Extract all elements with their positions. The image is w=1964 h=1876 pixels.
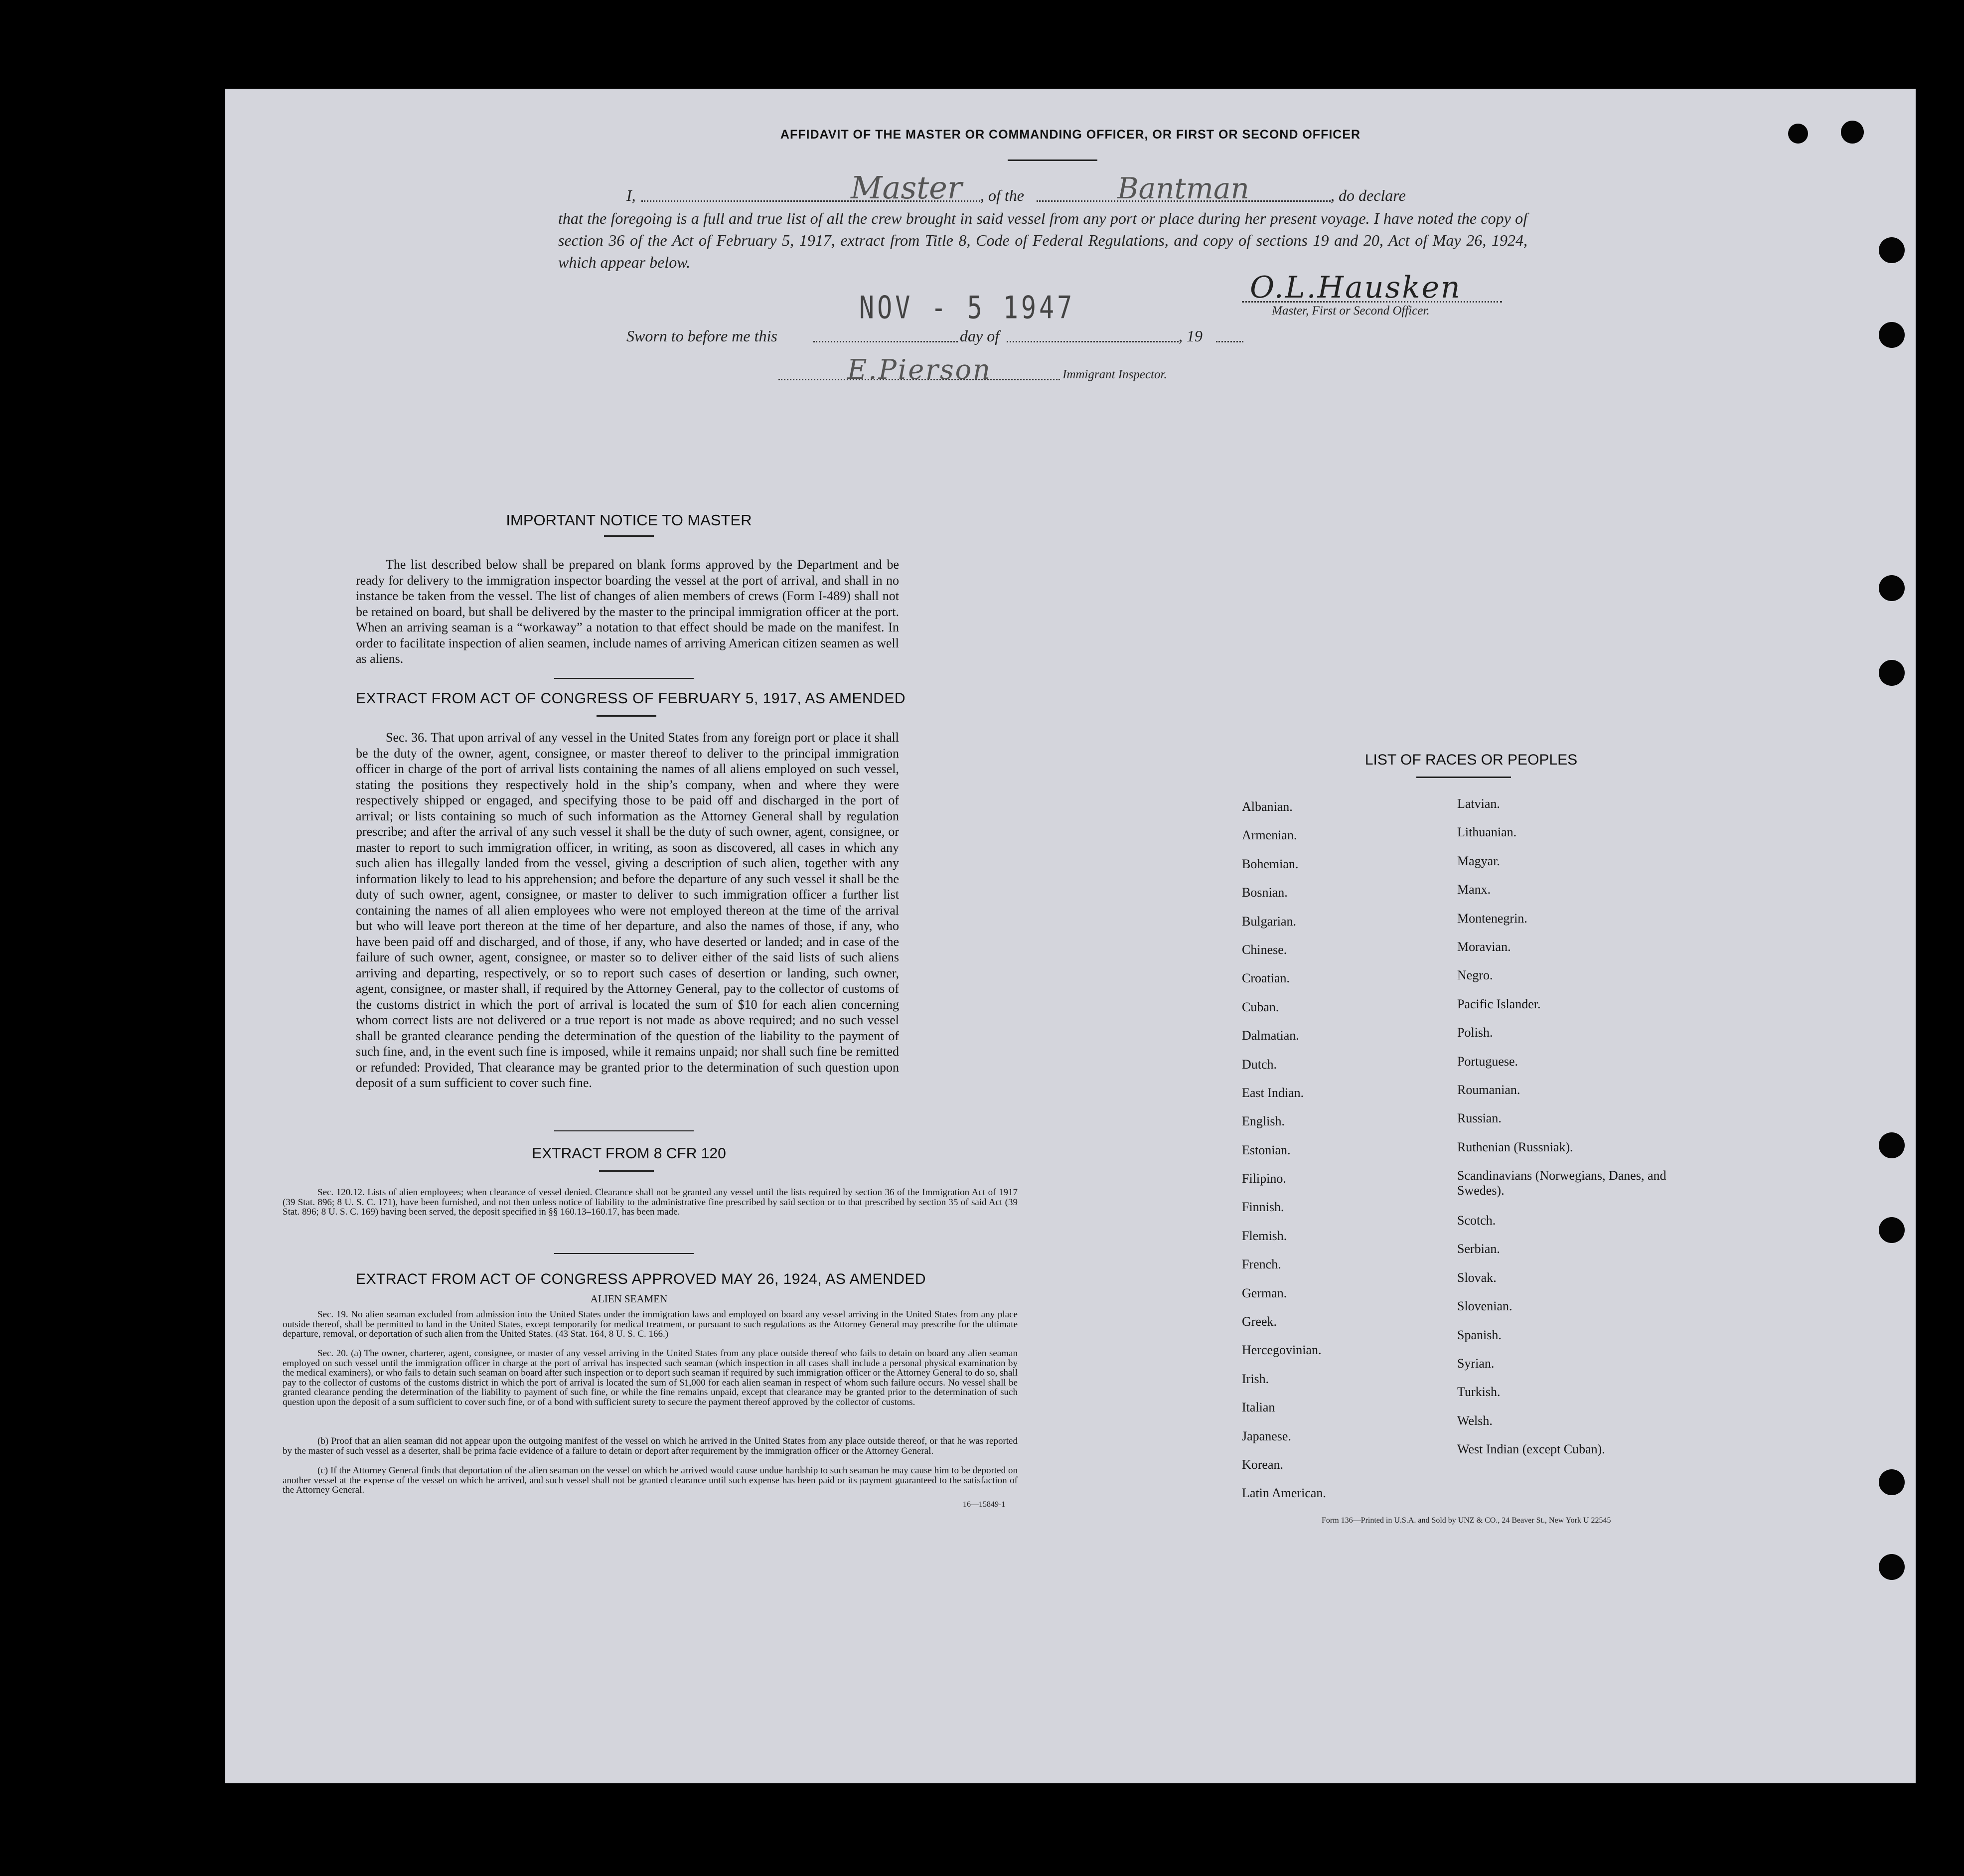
race-item: Estonian. — [1242, 1142, 1291, 1157]
race-item: East Indian. — [1242, 1085, 1304, 1100]
punch-hole — [1879, 1554, 1905, 1580]
race-item: Slovak. — [1457, 1270, 1497, 1285]
race-item: Japanese. — [1242, 1428, 1291, 1443]
extract-1917-body: Sec. 36. That upon arrival of any vessel in the United States from any foreign port or place it shall be the duty of the owner, agent, consignee, or master thereof to deliver to the principal immigration officer in charge of the port of arrival lists containing the names of all aliens employed on such vessel, stating the positions they respectively hold in the ship’s company, when and where they were respectively shipped or engaged, and specifying those to be paid off and discharged in the port of arrival; or lists containing so much of such information as the Attorney General shall by regulation prescribe; and after the arrival of any such vessel it shall be the duty of such owner, agent, consignee, or master to report to such immigration officer, in writing, as soon as discovered, all cases in which any such alien has illegally landed from the vessel, giving a description of such alien, together with any information likely to lead to his apprehension; and before the departure of any such vessel it shall be the duty of such owner, agent, consignee, or master to deliver to such immigration officer a further list containing the names of all alien employees who were not employed thereon at the time of the arrival but who will leave port thereon at the time of her departure, and also the names of those, if any, who have been paid off and discharged, and of those, if any, who have deserted or landed; and in case of the failure of such owner, agent, consignee, or master so to deliver either of the said lists of such aliens arriving and departing, respectively, or so to report such cases of desertion or landing, such owner, agent, consignee, or master shall, if required by the Attorney General, pay to the collector of customs of the customs district in which the port of arrival is located the sum of $10 for each alien concerning whom correct lists are not delivered or a true report is not made as above required; and no such vessel shall be granted clearance pending the determination of the question of the liability to the payment of such fine, and, in the event such fine is imposed, while it remains unpaid; nor shall such fine be remitted or refunded: Provided, That clearance may be granted prior to the determination of such question upon deposit of a sum sufficient to cover such fine. — [356, 730, 899, 1090]
race-item: Latvian. — [1457, 796, 1500, 811]
handwritten-vessel: Bantman — [1117, 171, 1249, 205]
race-item: French. — [1242, 1257, 1281, 1272]
sec-20b-text: (b) Proof that an alien seaman did not appear upon the outgoing manifest of the vessel on which he arrived in the United States from any place outside thereof, or that he was reported by the master of such vessel as a deserter, shall be prima facie evidence of a failure to detain or deport after requirement by the immigration officer or the Attorney General. — [283, 1436, 1018, 1456]
race-item: Portuguese. — [1457, 1054, 1518, 1069]
race-item: Russian. — [1457, 1111, 1502, 1126]
race-item: Moravian. — [1457, 939, 1511, 954]
extract-1917-rule — [597, 715, 656, 717]
race-item: Roumanian. — [1457, 1082, 1520, 1097]
punch-hole — [1879, 575, 1905, 601]
race-item: Dalmatian. — [1242, 1028, 1299, 1043]
printer-footer: Form 136—Printed in U.S.A. and Sold by UNZ & CO., 24 Beaver St., New York U 22545 — [1322, 1516, 1611, 1525]
sworn-day: day of — [960, 327, 1000, 345]
notice-rule — [604, 535, 654, 537]
race-item: Cuban. — [1242, 999, 1279, 1014]
race-item: Scotch. — [1457, 1213, 1496, 1228]
race-item: Hercegovinian. — [1242, 1343, 1322, 1358]
race-item: Armenian. — [1242, 828, 1297, 843]
race-item: Welsh. — [1457, 1413, 1493, 1428]
sworn-year-line — [1216, 341, 1243, 342]
race-item: Magyar. — [1457, 853, 1500, 868]
sworn-month-line — [1007, 341, 1179, 342]
date-stamp: NOV - 5 1947 — [859, 289, 1075, 326]
section-divider — [554, 1130, 694, 1131]
race-item: Scandinavians (Norwegians, Danes, and Swedes). — [1457, 1168, 1666, 1198]
punch-hole — [1879, 322, 1905, 348]
master-signature: O.L.Hausken — [1250, 270, 1462, 305]
handwritten-name: Master — [851, 169, 962, 206]
extract-cfr-rule — [599, 1170, 654, 1172]
race-item: Montenegrin. — [1457, 911, 1527, 926]
races-right-column — [1457, 796, 1666, 1471]
inspector-line — [778, 379, 1060, 380]
race-item: Albanian. — [1242, 799, 1293, 814]
race-item: Slovenian. — [1457, 1299, 1512, 1314]
race-item: Irish. — [1242, 1371, 1269, 1386]
race-item: Bulgarian. — [1242, 914, 1297, 929]
signature-line — [1242, 301, 1502, 303]
notice-title: IMPORTANT NOTICE TO MASTER — [506, 511, 752, 529]
race-item: Turkish. — [1457, 1385, 1501, 1400]
affidavit-declare: , do declare — [1331, 186, 1406, 204]
form-page — [225, 89, 1916, 1783]
race-item: Serbian. — [1457, 1242, 1500, 1256]
race-item: Bosnian. — [1242, 885, 1288, 900]
punch-hole — [1879, 237, 1905, 263]
race-item: Filipino. — [1242, 1171, 1286, 1186]
extract-cfr-body: Sec. 120.12. Lists of alien employees; when clearance of vessel denied. Clearance shall not be granted any vessel until the lists required by section 36 of the Immigration Act of 1917 (39 Stat. 896; 8 U. S. C. 171), have been furnished, and not then unless notice of liability to the administrative fine prescribed by said section or to that prescribed by section 35 of said Act (39 Stat. 896; 8 U. S. C. 169) having been served, the deposit specified in §§ 160.13–160.17, has been made. — [283, 1187, 1018, 1217]
race-item: Croatian. — [1242, 971, 1290, 986]
form-code: 16—15849-1 — [963, 1500, 1006, 1509]
race-item: Dutch. — [1242, 1057, 1277, 1072]
extract-1924-subtitle: ALIEN SEAMEN — [590, 1293, 668, 1305]
sworn-year: , 19 — [1179, 327, 1203, 345]
sworn-prefix: Sworn to before me this — [626, 327, 777, 345]
sec-20c-text: (c) If the Attorney General finds that deportation of the alien seaman on the vessel on which he arrived would cause undue hardship to such seaman he may cause him to be deported on another vessel at the expense of the vessel on which he arrived, and such vessel shall not be granted clearance until such expense has been paid or its payment guaranteed to the satisfaction of the Attorney General. — [283, 1465, 1018, 1495]
extract-1924-title: EXTRACT FROM ACT OF CONGRESS APPROVED MAY 26, 1924, AS AMENDED — [356, 1271, 926, 1287]
notice-body: The list described below shall be prepared on blank forms approved by the Department and be ready for delivery to the immigration inspector boarding the vessel at the port of arrival, and shall in no instance be taken from the vessel. The list of changes of alien members of crews (Form I-489) shall not be retained on board, but shall be delivered by the master to the principal immigration officer at the port. When an arriving seaman is a “workaway” a notation to that effect should be made on the manifest. In order to facilitate inspection of alien seamen, include names of arriving American citizen seamen as well as aliens. — [356, 557, 899, 666]
punch-hole — [1879, 1132, 1905, 1158]
races-rule — [1416, 777, 1511, 778]
extract-cfr-title: EXTRACT FROM 8 CFR 120 — [532, 1145, 726, 1162]
sec-20a-text: Sec. 20. (a) The owner, charterer, agent, consignee, or master of any vessel arriving in the United States from any place outside thereof who fails to detain on board any alien seaman employed on such vessel until the immigration officer in charge at the port of arrival has inspected such seaman (which inspection in all cases shall include a personal physical examination by the medical examiners), or who fails to detain such seaman on board after such inspection or to deport such seaman if required by such immigration officer or the Attorney General to do so, shall pay to the collector of customs of the customs district in which the port of arrival is located the sum of $1,000 for each alien seaman in respect of whom such failure occurs. No vessel shall be granted clearance pending the determination of the liability to payment of such fine, or while the fine remains unpaid, except that clearance may be granted prior to the determination of such question upon the deposit of a sum sufficient to cover such fine, or of a bond with sufficient surety to secure the payment thereof approved by the collector of customs. — [283, 1348, 1018, 1407]
race-item: West Indian (except Cuban). — [1457, 1442, 1605, 1457]
affidavit-body: that the foregoing is a full and true list of all the crew brought in said vessel from any port or place during her present voyage. I have noted the copy of section 36 of the Act of February 5, 1917, extract from Title 8, Code of Federal Regulations, and copy of sections 19 and 20, Act of May 26, 1924, which appear below. — [558, 209, 1527, 271]
race-item: Negro. — [1457, 968, 1493, 983]
race-item: Greek. — [1242, 1314, 1277, 1329]
extract-1917-title: EXTRACT FROM ACT OF CONGRESS OF FEBRUARY 5, 1917, AS AMENDED — [356, 690, 906, 707]
races-left-column — [1242, 799, 1326, 1515]
inspector-caption: Immigrant Inspector. — [1062, 368, 1167, 381]
race-item: Latin American. — [1242, 1486, 1326, 1501]
race-item: Manx. — [1457, 882, 1491, 897]
affidavit-rule — [1008, 159, 1097, 161]
race-item: Polish. — [1457, 1025, 1493, 1040]
race-item: Syrian. — [1457, 1356, 1495, 1371]
punch-hole — [1879, 1217, 1905, 1243]
sec-19-text: Sec. 19. No alien seaman excluded from admission into the United States under the immigration laws and employed on board any vessel arriving in the United States from any place outside thereof, shall be permitted to land in the United States, except temporarily for medical treatment, or pursuant to such regulations as the Attorney General may prescribe for the ultimate departure, removal, or deportation of such alien from the United States. (43 Stat. 164, 8 U. S. C. 166.) — [283, 1309, 1018, 1339]
inspector-signature: E.Pierson — [847, 354, 992, 385]
race-item: Flemish. — [1242, 1228, 1287, 1243]
race-item: Chinese. — [1242, 942, 1287, 957]
race-item: Lithuanian. — [1457, 825, 1517, 840]
section-divider — [554, 678, 694, 679]
race-item: Italian — [1242, 1400, 1275, 1415]
races-title: LIST OF RACES OR PEOPLES — [1364, 752, 1578, 768]
race-item: Ruthenian (Russniak). — [1457, 1139, 1573, 1154]
race-item: German. — [1242, 1285, 1287, 1300]
race-item: Pacific Islander. — [1457, 996, 1541, 1011]
section-divider — [554, 1253, 694, 1254]
affidavit-title: AFFIDAVIT OF THE MASTER OR COMMANDING OFFICER, OR FIRST OR SECOND OFFICER — [780, 128, 1361, 142]
race-item: Korean. — [1242, 1457, 1284, 1472]
race-item: English. — [1242, 1114, 1285, 1129]
sworn-date-line — [813, 341, 958, 342]
punch-hole — [1879, 1469, 1905, 1495]
affidavit-of-the: , of the — [980, 186, 1024, 204]
punch-hole — [1879, 660, 1905, 686]
race-item: Bohemian. — [1242, 856, 1299, 871]
signature-caption: Master, First or Second Officer. — [1272, 304, 1430, 317]
race-item: Finnish. — [1242, 1200, 1284, 1215]
affidavit-i: I, — [626, 186, 636, 204]
race-item: Spanish. — [1457, 1327, 1502, 1342]
